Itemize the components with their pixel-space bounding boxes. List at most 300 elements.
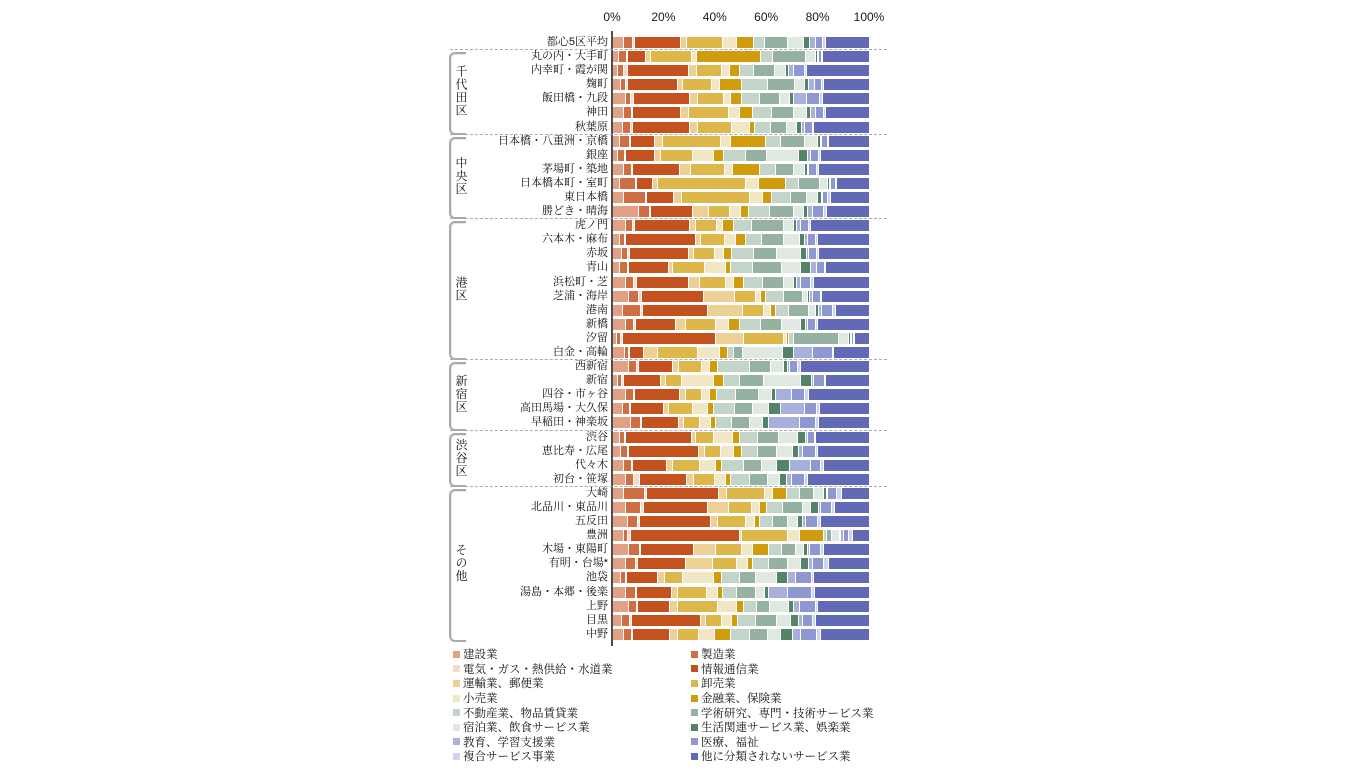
bar-segment [816,432,869,443]
bar-segment [689,65,697,76]
bar-segment [719,488,727,499]
stacked-bar [613,192,869,203]
bar-segment [829,136,869,147]
bar-segment [613,389,626,400]
bar-segment [750,629,769,640]
bar-segment [658,178,746,189]
legend-label: 製造業 [701,649,736,662]
bar-segment [613,572,621,583]
bar-segment [629,446,699,457]
bar-segment [725,164,733,175]
bar-segment [642,291,704,302]
bar-segment [756,587,765,598]
bar-segment [813,347,832,358]
bar-segment [760,516,773,527]
bar-segment [613,460,624,471]
bar-segment [689,107,729,118]
bar-segment [613,446,621,457]
bar-segment [629,361,637,372]
bar-segment [629,544,640,555]
bar-segment [613,516,628,527]
bar-segment [704,291,735,302]
bar-segment [853,530,869,541]
bar-segment [723,220,734,231]
bar-segment [832,530,840,541]
bar-segment [759,389,772,400]
bar-segment [806,516,819,527]
bar-segment [801,629,817,640]
bar-segment [620,136,631,147]
bar-segment [811,220,869,231]
bar-segment [800,530,824,541]
row-label: 渋谷 [586,430,608,443]
bar-segment [734,220,752,231]
legend-item [691,720,923,735]
bar-segment [806,51,816,62]
bar-segment [818,319,869,330]
bar-segment [637,277,690,288]
bar-segment [676,319,687,330]
bar-segment [788,530,800,541]
bar-segment [827,206,869,217]
legend-item [691,676,923,691]
bar-segment [772,192,791,203]
bar-segment [855,333,869,344]
group-label: その他 [454,543,468,583]
bar-segment [752,502,760,513]
bar-segment [742,530,788,541]
bar-segment [813,558,824,569]
legend-label: 卸売業 [701,678,736,691]
bar-segment [634,93,691,104]
bar-segment [743,305,763,316]
bar-segment [682,375,714,386]
bar-segment [613,502,626,513]
row-label: 中野 [586,627,608,640]
bar-segment [787,488,800,499]
bar-segment [720,79,741,90]
row-label: 高田馬場・大久保 [520,402,608,415]
bar-segment [811,150,819,161]
bar-segment [737,37,754,48]
row-label: 北品川・東品川 [531,500,608,513]
bar-segment [769,403,782,414]
bar-segment [746,234,762,245]
legend-label: 複合サービス事業 [463,751,555,764]
bar-segment [800,488,813,499]
bar-segment [767,150,799,161]
bar-segment [702,389,710,400]
bar-segment [742,544,753,555]
bar-segment [782,319,801,330]
axis-tick: 60% [754,10,779,24]
bar-segment [716,333,744,344]
stacked-bar [613,37,869,48]
bar-segment [761,319,782,330]
bar-segment [805,136,818,147]
bar-segment [683,79,712,90]
bar-segment [613,220,626,231]
row-label: 早稲田・神楽坂 [531,416,608,429]
bar-segment [781,629,793,640]
bar-segment [828,488,836,499]
stacked-bar [613,79,869,90]
row-label: 豊洲 [586,529,608,542]
stacked-bar [613,277,869,288]
bar-segment [775,65,786,76]
legend-swatch [691,709,698,716]
bar-segment [626,150,655,161]
bar-segment [834,347,869,358]
stacked-bar [613,615,869,626]
bar-segment [623,305,641,316]
bar-segment [613,122,623,133]
bar-segment [629,262,669,273]
stacked-bar [613,417,869,428]
bar-segment [687,474,694,485]
bar-segment [821,502,831,513]
bar-segment [613,37,624,48]
bar-segment [787,122,797,133]
bar-segment [624,629,632,640]
bar-segment [697,51,761,62]
bar-segment [713,558,737,569]
axis-tick: 0% [603,10,621,24]
bar-segment [822,291,869,302]
bar-segment [618,150,625,161]
bar-segment [626,587,635,598]
bar-segment [633,122,690,133]
bar-segment [635,37,681,48]
bar-segment [637,587,672,598]
legend-item [453,720,691,735]
row-label: 汐留 [586,331,608,344]
bar-segment [710,389,718,400]
bar-segment [740,375,764,386]
bar-segment [839,333,849,344]
bar-segment [786,178,799,189]
bar-segment [822,305,832,316]
bar-segment [819,248,869,259]
bar-segment [624,460,632,471]
bar-segment [750,417,763,428]
bar-segment [626,319,634,330]
legend-item [691,749,923,764]
bar-segment [794,107,807,118]
stacked-bar [613,544,869,555]
bar-segment [613,305,623,316]
row-label: 上野 [586,599,608,612]
bar-segment [765,37,789,48]
bar-segment [686,319,715,330]
bar-segment [678,587,708,598]
row-label: 都心5区平均 [546,36,608,48]
bar-segment [808,234,816,245]
bar-segment [613,629,624,640]
bar-segment [709,206,730,217]
bar-segment [763,277,784,288]
bar-segment [743,347,783,358]
bar-segment [835,502,868,513]
bar-segment [708,502,729,513]
stacked-bar [613,93,869,104]
bar-segment [810,544,821,555]
bar-segment [818,601,869,612]
bar-segment [698,93,724,104]
bar-segment [772,107,793,118]
bar-segment [731,474,750,485]
legend-item [453,749,691,764]
bar-segment [770,206,794,217]
bar-segment [636,319,676,330]
bar-segment [613,558,626,569]
bar-segment [736,234,747,245]
stacked-bar [613,530,869,541]
bar-segment [807,192,818,203]
bar-segment [768,79,795,90]
bar-segment [641,544,694,555]
bar-segment [701,234,725,245]
bar-segment [628,65,690,76]
legend-label: 教育、学習支援業 [463,736,555,749]
row-label: 有明・台場* [548,557,608,570]
bar-segment [731,629,750,640]
stacked-bar [613,460,869,471]
bar-segment [716,319,729,330]
bar-segment [749,206,770,217]
bar-segment [721,446,734,457]
row-label: 池袋 [586,571,608,584]
bar-segment [737,558,748,569]
bar-segment [624,107,632,118]
bar-segment [686,558,713,569]
stacked-bar [613,248,869,259]
legend-item [453,662,691,677]
bar-segment [735,403,753,414]
bar-segment [613,79,621,90]
bar-segment [631,403,665,414]
bar-segment [698,122,732,133]
bar-segment [715,474,726,485]
row-label: 恵比寿・広尾 [542,444,608,457]
bar-segment [705,446,721,457]
bar-segment [763,192,771,203]
bar-segment [626,432,692,443]
bar-segment [711,516,719,527]
bar-segment [624,488,646,499]
legend-swatch [453,665,460,672]
legend-label: 医療、福祉 [701,736,759,749]
legend-label: 金融業、保険業 [701,693,782,706]
bar-segment [705,262,726,273]
bar-segment [707,587,718,598]
bar-segment [626,502,641,513]
axis-tick: 40% [702,10,727,24]
row-label: 大崎 [586,486,608,499]
bar-segment [788,587,812,598]
bar-segment [776,389,792,400]
bar-segment [658,347,698,358]
stacked-bar [613,403,869,414]
bar-segment [755,122,771,133]
legend-label: 情報通信業 [701,663,759,676]
bar-segment [814,122,869,133]
bar-segment [624,375,661,386]
bar-segment [683,572,714,583]
bar-segment [815,79,823,90]
bar-segment [679,361,703,372]
legend-label: 建設業 [463,649,498,662]
bar-segment [696,220,717,231]
bar-segment [764,375,801,386]
bar-segment [767,502,782,513]
bar-segment [777,446,793,457]
bar-segment [794,164,805,175]
bar-segment [718,516,746,527]
row-label: 湯島・本郷・後楽 [520,585,608,598]
bar-segment [783,502,804,513]
stacked-bar [613,389,869,400]
stacked-bar [613,206,869,217]
legend-label: 不動産業、物品賃貸業 [463,707,578,720]
bar-segment [678,629,699,640]
row-label: 新橋 [586,317,608,330]
bar-segment [801,375,812,386]
bar-segment [714,150,725,161]
legend-label: 電気・ガス・熱供給・水道業 [463,663,613,676]
bar-segment [809,305,817,316]
row-label: 銀座 [586,148,608,161]
bar-segment [800,417,816,428]
bar-segment [622,615,630,626]
bar-segment [805,403,818,414]
legend-swatch [691,680,698,687]
bar-segment [619,51,627,62]
row-label: 新宿 [586,374,608,387]
bar-segment [756,615,777,626]
bar-segment [769,558,788,569]
bar-segment [799,150,808,161]
legend-label: 運輸業、郵便業 [463,678,544,691]
bar-segment [750,474,769,485]
bar-segment [714,403,735,414]
bar-segment [730,206,741,217]
bar-segment [753,262,782,273]
bar-segment [651,206,693,217]
bar-segment [805,122,813,133]
bar-segment [700,460,716,471]
bar-segment [697,65,721,76]
row-label: 神田 [586,106,608,119]
bar-segment [693,206,709,217]
bar-segment [821,516,869,527]
bar-segment [788,572,796,583]
bar-segment [836,305,869,316]
bar-segment [794,93,807,104]
legend-item [453,676,691,691]
bar-segment [780,474,787,485]
bar-segment [726,277,734,288]
bar-segment [753,544,769,555]
bar-segment [626,389,634,400]
row-label: 東日本橋 [564,190,608,203]
stacked-bar [613,502,869,513]
legend-item [691,662,923,677]
bar-segment [794,333,839,344]
bar-segment [773,488,786,499]
legend-swatch [453,738,460,745]
bar-segment [758,446,777,457]
bar-segment [757,601,770,612]
bar-segment [790,361,798,372]
bar-segment [794,65,805,76]
row-label: 赤坂 [586,247,608,260]
bar-segment [628,79,678,90]
bar-segment [742,79,769,90]
row-label: 飯田橋・九段 [542,92,608,105]
bar-segment [762,460,777,471]
bar-segment [613,234,620,245]
bar-segment [655,136,663,147]
bar-segment [784,277,795,288]
row-label: 麹町 [586,78,608,91]
bar-segment [824,79,869,90]
bar-segment [777,615,790,626]
stacked-bar [613,305,869,316]
bar-segment [752,220,784,231]
bar-segment [620,262,628,273]
bar-segment [670,601,678,612]
legend-item [453,647,691,662]
stacked-bar [613,234,869,245]
bar-segment [724,248,732,259]
bar-segment [819,164,869,175]
bar-segment [627,572,658,583]
bar-segment [798,432,806,443]
legend-item [691,691,923,706]
stacked-bar [613,107,869,118]
bar-segment [760,93,781,104]
bar-segment [715,248,724,259]
bar-segment [621,446,628,457]
row-label: 茅場町・築地 [542,162,608,175]
bar-segment [737,587,756,598]
bar-segment [758,432,779,443]
axis-tick: 100% [853,10,885,24]
bar-segment [716,460,723,471]
bar-segment [721,136,732,147]
bar-segment [823,93,869,104]
bar-segment [623,333,716,344]
bar-segment [783,347,794,358]
bar-segment [796,572,812,583]
bar-segment [732,248,753,259]
bar-segment [784,291,802,302]
bar-segment [811,502,819,513]
bar-segment [647,192,674,203]
legend-swatch [691,665,698,672]
stacked-bar [613,629,869,640]
bar-segment [803,446,816,457]
bar-segment [800,601,816,612]
bar-segment [756,572,777,583]
bar-segment [722,615,733,626]
bar-segment [624,164,632,175]
bar-segment [620,178,636,189]
axis-tick: 80% [805,10,830,24]
bar-segment [803,615,814,626]
bar-segment [794,206,805,217]
